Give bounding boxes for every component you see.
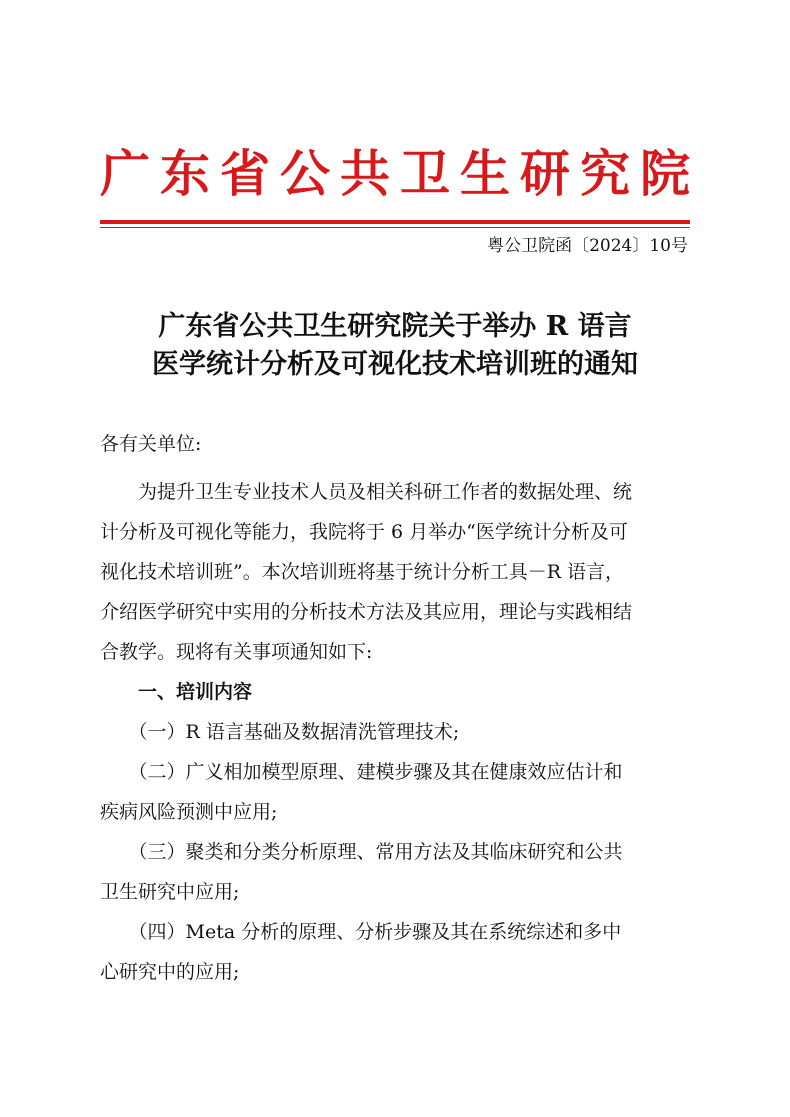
list-item-continuation: 卫生研究中应用; — [100, 881, 240, 903]
letterhead-char: 生 — [460, 144, 510, 203]
letterhead-char: 广 — [100, 144, 150, 203]
letterhead-char: 院 — [640, 144, 690, 203]
letterhead-divider-thin — [100, 227, 690, 228]
section-heading-training-content: 一、培训内容 — [100, 681, 253, 703]
letterhead-char: 卫 — [400, 144, 450, 203]
list-item: （一）R 语言基础及数据清洗管理技术; — [100, 721, 460, 743]
body-paragraph-line: 计分析及可视化等能力，我院将于 6 月举办“医学统计分析及可 — [100, 521, 628, 543]
letterhead-char: 究 — [580, 144, 630, 203]
letterhead-char: 省 — [220, 144, 270, 203]
body-paragraph-line: 视化技术培训班”。本次培训班将基于统计分析工具－R 语言， — [100, 561, 625, 583]
notice-title — [100, 308, 690, 384]
body-paragraph-line: 为提升卫生专业技术人员及相关科研工作者的数据处理、统 — [100, 481, 633, 503]
list-item: （二）广义相加模型原理、建模步骤及其在健康效应估计和 — [100, 761, 623, 783]
letterhead-char: 研 — [520, 144, 570, 203]
body-paragraph-line: 合教学。现将有关事项通知如下: — [100, 641, 373, 663]
list-item-continuation: 心研究中的应用; — [100, 961, 240, 983]
list-item-continuation: 疾病风险预测中应用; — [100, 801, 278, 823]
body-paragraph-line: 介绍医学研究中实用的分析技术方法及其应用，理论与实践相结 — [100, 601, 633, 623]
list-item: （四）Meta 分析的原理、分析步骤及其在系统综述和多中 — [100, 921, 622, 943]
notice-title-line-1: 广东省公共卫生研究院关于举办 R 语言 — [158, 311, 632, 342]
letterhead-divider-thick — [100, 220, 690, 224]
notice-title-line-2: 医学统计分析及可视化技术培训班的通知 — [152, 349, 638, 380]
letterhead-char: 共 — [340, 144, 390, 203]
document-number: 粤公卫院函〔2024〕10号 — [487, 236, 688, 256]
letterhead-char: 东 — [160, 144, 210, 203]
letterhead-org-name — [100, 142, 690, 206]
salutation: 各有关单位: — [100, 433, 202, 455]
list-item: （三）聚类和分类分析原理、常用方法及其临床研究和公共 — [100, 841, 623, 863]
letterhead-char: 公 — [280, 144, 330, 203]
